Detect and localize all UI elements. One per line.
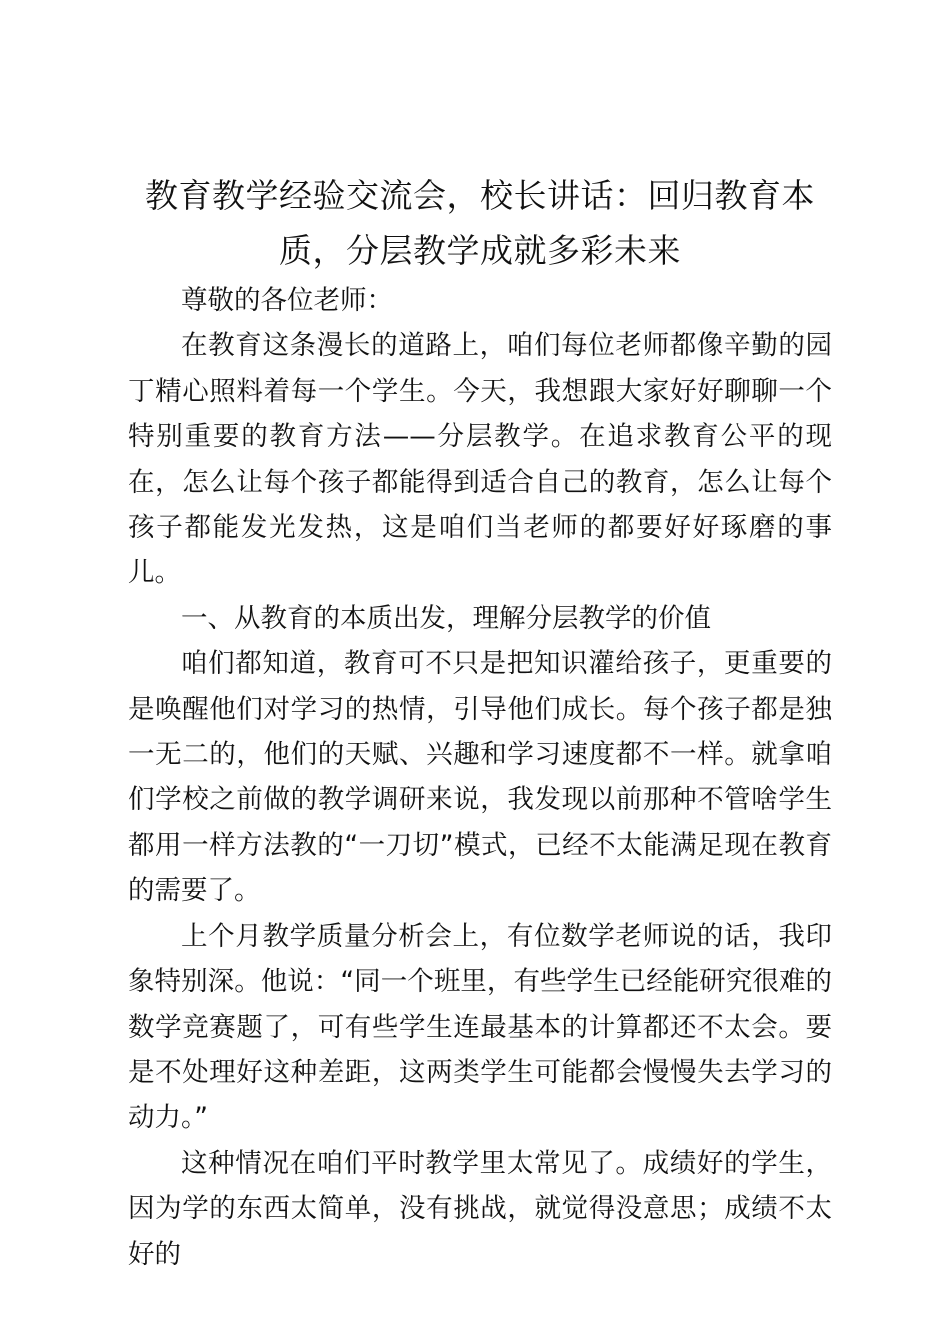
document-page [128, 168, 832, 1277]
salutation: 尊敬的各位老师： [181, 285, 393, 316]
paragraph-math-teacher-quote: 上个月教学质量分析会上，有位数学老师说的话，我印象特别深。他说：“同一个班里，有些学生已经能研究很难的数学竞赛题了，可有些学生连最基本的计算都还不太会。要是不处理好这种差距，这两类学生可能都会慢慢失去学习的动力。” [128, 920, 832, 1134]
section-heading-1: 一、从教育的本质出发，理解分层教学的价值 [181, 602, 711, 634]
paragraph-education-essence: 咱们都知道，教育可不只是把知识灌给孩子，更重要的是唤醒他们对学习的热情，引导他们成长。每个孩子都是独一无二的，他们的天赋、兴趣和学习速度都不一样。就拿咱们学校之前做的教学调研来说，我发现以前那种不管啥学生都用一样方法教的“一刀切”模式，已经不太能满足现在教育的需要了。 [128, 648, 832, 907]
document-title: 教育教学经验交流会，校长讲话：回归教育本质，分层教学成就多彩未来 [145, 176, 815, 270]
paragraph-intro: 在教育这条漫长的道路上，咱们每位老师都像辛勤的园丁精心照料着每一个学生。今天，我想跟大家好好聊聊一个特别重要的教育方法——分层教学。在追求教育公平的现在，怎么让每个孩子都能得到适合自己的教育，怎么让每个孩子都能发光发热，这是咱们当老师的都要好好琢磨的事儿。 [128, 330, 832, 589]
paragraph-common-situation: 这种情况在咱们平时教学里太常见了。成绩好的学生，因为学的东西太简单，没有挑战，就觉得没意思；成绩不太好的 [128, 1147, 832, 1270]
